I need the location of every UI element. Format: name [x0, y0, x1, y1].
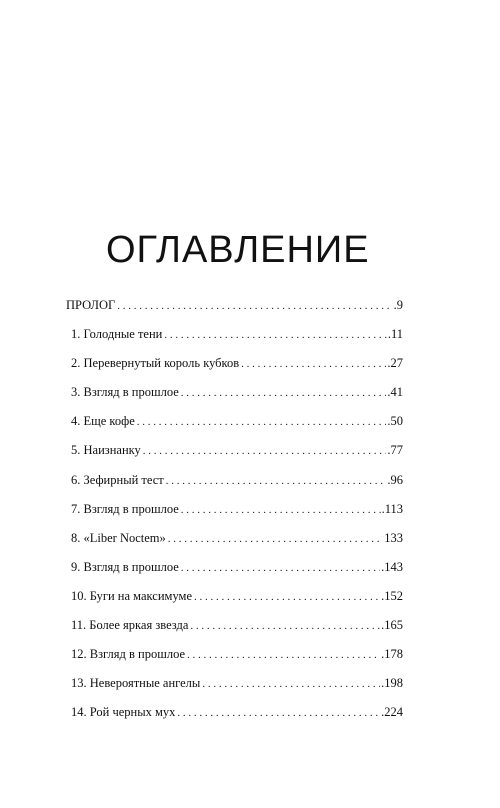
leader-dots: [187, 647, 380, 663]
leader-dots: [181, 502, 381, 518]
leader-dots: [117, 298, 392, 314]
leader-dots: [202, 676, 380, 692]
leader-dots: [143, 443, 387, 459]
toc-entry-page: .113: [381, 501, 403, 516]
toc-entry: [66, 413, 403, 442]
toc-entry: [66, 530, 403, 559]
toc-entry-page: .198: [381, 676, 403, 691]
toc-entry: [66, 646, 403, 675]
leader-dots: [190, 618, 380, 634]
leader-dots: [194, 589, 380, 605]
toc-entry-page: .27: [387, 356, 403, 371]
toc-entry-page: .152: [381, 588, 403, 603]
toc-entry-page: .224: [381, 705, 403, 720]
leader-dots: [137, 414, 387, 430]
toc-entry: [66, 326, 403, 355]
leader-dots: [164, 327, 386, 343]
leader-dots: [177, 705, 380, 721]
toc-entry-label: 2. Перевернутый король кубков: [71, 356, 240, 371]
toc-entry-label: 14. Рой черных мух: [71, 705, 176, 720]
toc-entry: [66, 501, 403, 530]
toc-entry-label: 10. Буги на максимуме: [71, 588, 192, 603]
toc-entry-page: .50: [387, 414, 403, 429]
toc-entry-label: 5. Наизнанку: [71, 443, 141, 458]
toc-entry: [66, 472, 403, 501]
toc-entry-label: 12. Взгляд в прошлое: [71, 647, 186, 662]
toc-entry-label: 8. «Liber Noctem»: [71, 530, 166, 545]
leader-dots: [168, 531, 383, 547]
toc-entry: [66, 384, 403, 413]
toc-entry-page: .9: [393, 298, 403, 312]
toc-entry-label: ПРОЛОГ: [66, 298, 116, 312]
toc-entry-page: .11: [387, 327, 403, 342]
toc-entry: [66, 355, 403, 384]
toc-entry-label: 1. Голодные тени: [71, 327, 163, 342]
toc-entry-label: 9. Взгляд в прошлое: [71, 559, 179, 574]
toc-entry-page: .77: [387, 443, 403, 458]
page-title: ОГЛАВЛЕНИЕ: [106, 229, 370, 271]
toc-entry-label: 11. Более яркая звезда: [71, 618, 189, 633]
toc-entry-label: 4. Еще кофе: [71, 414, 135, 429]
leader-dots: [166, 473, 387, 489]
leader-dots: [181, 385, 387, 401]
toc-entry-page: .41: [387, 385, 403, 400]
leader-dots: [181, 560, 380, 576]
toc-entry-label: 13. Невероятные ангелы: [71, 676, 201, 691]
toc-entry-page: .96: [387, 472, 403, 487]
toc-entry: [66, 675, 403, 704]
toc-entry: [66, 442, 403, 471]
toc-entry-page: .178: [381, 647, 403, 662]
toc-entry: [66, 588, 403, 617]
leader-dots: [241, 356, 386, 372]
toc-entry-label: 6. Зефирный тест: [71, 472, 164, 487]
toc-entry: [66, 297, 403, 326]
toc-entry-page: 133: [384, 530, 403, 545]
toc-entry: [66, 704, 403, 733]
toc-entry-label: 3. Взгляд в прошлое: [71, 385, 179, 400]
toc-entry-label: 7. Взгляд в прошлое: [71, 501, 179, 516]
toc-entry: [66, 617, 403, 646]
toc-entry: [66, 559, 403, 588]
toc-entry-page: .143: [381, 559, 403, 574]
table-of-contents: [66, 297, 403, 733]
toc-entry-page: .165: [381, 618, 403, 633]
